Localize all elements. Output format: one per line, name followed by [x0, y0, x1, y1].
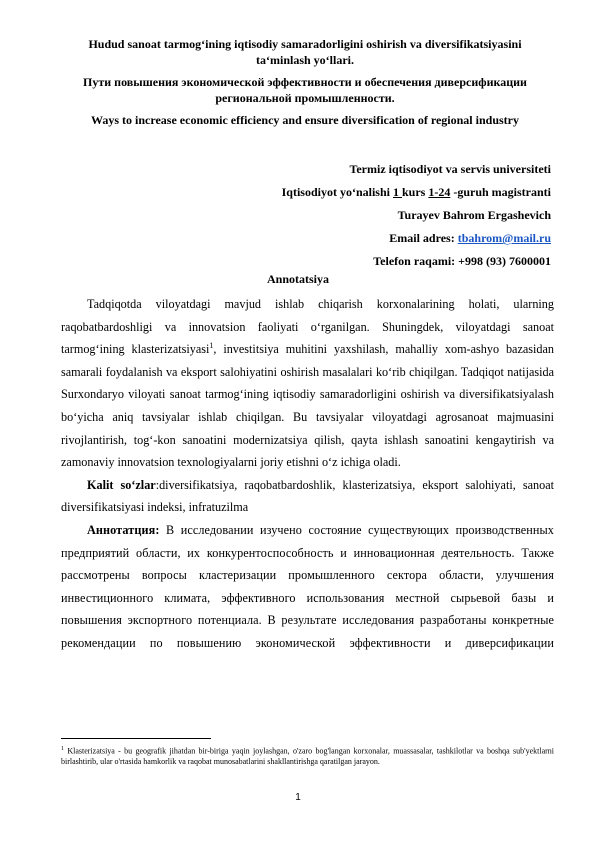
author-name: Turayev Bahrom Ergashevich [397, 208, 551, 222]
annotation-heading: Annotatsiya [266, 272, 329, 286]
email-line: Email adres: tbahrom@mail.ru [389, 231, 551, 245]
phone-line: Telefon raqami: +998 (93) 7600001 [373, 254, 551, 268]
footnote-divider [61, 738, 211, 739]
keywords-text: :diversifikatsiya, raqobatbardoshlik, klasterizatsiya, eksport salohiyati, sanoat diversifikatsiyasi indeksi, infratuzilma [61, 477, 554, 515]
title-english: Ways to increase economic efficiency and ensure diversification of regional industry [91, 113, 519, 127]
title-block [60, 36, 550, 134]
keywords-label: Kalit so‘zlar [87, 477, 156, 492]
footnote-ref[interactable]: 1 [209, 341, 214, 351]
page-number: 1 [295, 792, 301, 803]
course-line: Iqtisodiyot yo‘nalishi 1 kurs 1-24 -guruh magistranti [281, 185, 551, 199]
keywords-paragraph [61, 474, 554, 519]
footnote: $^1$ Klasterizatsiya - bu geografik jihatdan bir-biriga yaqin joylashgan, o'zaro bog'langan korxonalar, muassasalar, tashkilotlar va boshqa sub'yektlarni birlashtirib, ular o'rtasida hamkorlik va raqobat munosabatlarini shakllantirishga qaratilgan jarayon. [61, 746, 554, 766]
university: Termiz iqtisodiyot va servis universiteti [349, 162, 551, 176]
annotation-body [61, 293, 554, 655]
russian-annotation-label: Аннотатция: [87, 522, 160, 537]
author-info [282, 158, 551, 273]
annotation-russian: Аннотатция: В исследовании изучено состояние существующих производственных предприятий области, их конкурентоспособность и инновационная деятельность. Также рассмотрены вопросы кластеризации промышленного сектора области, улучшения инвестиционного климата, эффективного использования местной сырьевой базы и повышения экспортного потенциала. В результате исследования разработаны конкретные рекомендации по повышению экономической эффективности и диверсификации [61, 522, 554, 650]
title-russian: Пути повышения экономической эффективности и обеспечения диверсификации региональной промышленности. [83, 75, 527, 105]
annotation-uzbek: Tadqiqotda viloyatdagi mavjud ishlab chiqarish korxonalarining holati, ularning raqobatbardoshligi va innovatsion faoliyati o‘rganilgan. Shuningdek, viloyatdagi sanoat tarmog‘ining klasterizatsiyasi$^1$, investitsiya muhitini yaxshilash, mahalliy xom-ashyo bazasidan samarali foydalanish va eksport salohiyatini oshirish masalalari ko‘rib chiqilgan. Tadqiqot natijasida Surxondaryo viloyati sanoat tarmog‘ining iqtisodiy samaradorligini oshirish va diversifikatsiyalash bo‘yicha aniq tavsiyalar ishlab chiqilgan. Bu tavsiyalar viloyatdagi agrosanoat majmuasini rivojlantirish, tog‘-kon sanoatini modernizatsiya qilish, qayta ishlash sanoatini kengaytirish va zamonaviy innovatsion texnologiyalarni joriy etishni o‘z ichiga oladi. [61, 297, 554, 470]
title-uzbek: Hudud sanoat tarmog‘ining iqtisodiy samaradorligini oshirish va diversifikatsiyasini ta‘minlash yo‘llari. [88, 37, 522, 67]
email-link[interactable]: tbahrom@mail.ru [457, 231, 551, 245]
